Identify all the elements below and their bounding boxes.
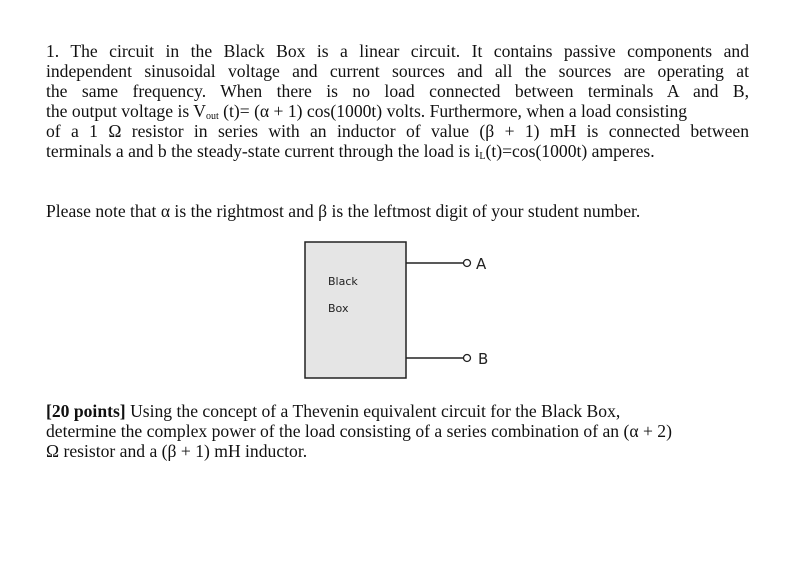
il-subscript: L — [479, 151, 486, 162]
terminal-a-node — [464, 260, 471, 267]
task-line-3: Ω resistor and a (β + 1) mH inductor. — [46, 441, 308, 461]
task-statement — [46, 401, 672, 461]
problem-line-5: of a 1 Ω resistor in series with an inductor of value (β + 1) mH is connected between — [46, 121, 749, 141]
problem-line-4-end: (t)= (α + 1) cos(1000t) volts. Furthermore, when a load consisting — [218, 101, 688, 121]
task-line-1 — [46, 401, 672, 421]
problem-line-6-start: terminals a and b the steady-state current through the load is i — [46, 141, 480, 161]
problem-line-1: 1. The circuit in the Black Box is a linear circuit. It contains passive components and — [46, 41, 749, 61]
problem-line-4 — [46, 101, 749, 121]
problem-line-2: independent sinusoidal voltage and current sources and all the sources are operating at — [46, 61, 749, 81]
problem-line-4-start: the output voltage is V — [46, 101, 206, 121]
task-line-2: determine the complex power of the load consisting of a series combination of an (α + 2) — [46, 421, 672, 441]
box-label-box: Box — [328, 302, 349, 315]
black-box-diagram — [300, 240, 520, 390]
points-label: [20 points] — [46, 401, 126, 421]
problem-statement — [46, 41, 749, 161]
terminal-b-node — [464, 355, 471, 362]
terminal-a-label: A — [476, 255, 487, 273]
problem-line-6-end: (t)=cos(1000t) amperes. — [485, 141, 655, 161]
terminal-b-label: B — [478, 350, 489, 368]
box-label-black: Black — [328, 275, 358, 288]
problem-line-3: the same frequency. When there is no load connected between terminals A and B, — [46, 81, 749, 101]
note-text: Please note that α is the rightmost and β is the leftmost digit of your student number. — [46, 201, 641, 221]
vout-subscript: out — [205, 111, 219, 122]
black-box-rectangle — [305, 242, 406, 378]
student-number-note — [46, 201, 640, 221]
task-line-1-text: Using the concept of a Thevenin equivalent circuit for the Black Box, — [125, 401, 621, 421]
problem-line-6 — [46, 141, 749, 161]
